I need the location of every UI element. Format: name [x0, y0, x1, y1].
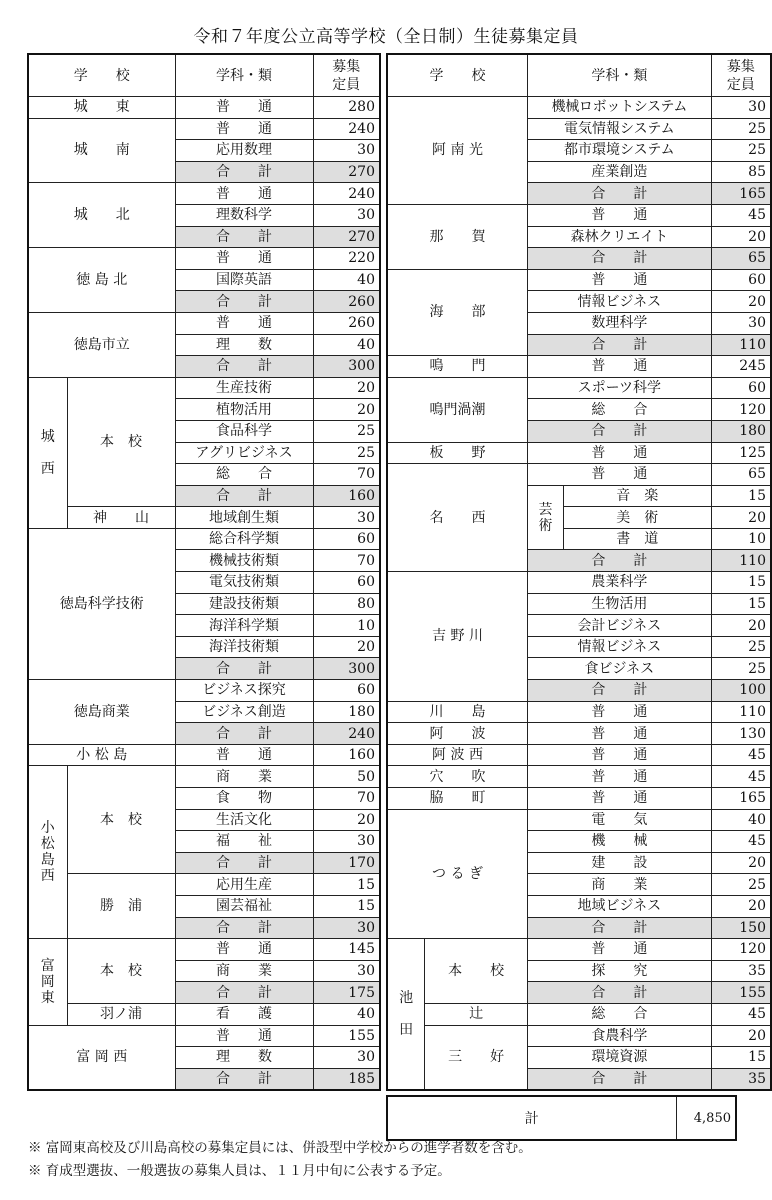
- school-name: 名 西: [387, 464, 528, 572]
- capacity-cell: 45: [711, 1003, 771, 1025]
- dept-cell: 食 物: [175, 788, 313, 810]
- capacity-cell: 280: [313, 97, 380, 119]
- dept-cell: 総 合: [175, 464, 313, 486]
- table-row: [28, 1025, 380, 1047]
- capacity-cell: 125: [711, 442, 771, 464]
- dept-cell: 電 気: [528, 809, 712, 831]
- school-group-name: 小 松 島 西: [28, 766, 67, 939]
- dept-cell: 書 道: [563, 528, 711, 550]
- header-capacity: 募集 定員: [313, 54, 380, 97]
- dept-cell: 普 通: [175, 312, 313, 334]
- subtotal-value: 65: [711, 248, 771, 270]
- capacity-cell: 65: [711, 464, 771, 486]
- dept-cell: 普 通: [528, 723, 712, 745]
- campus-name: 本 校: [425, 939, 528, 1004]
- table-row: [28, 744, 380, 766]
- dept-cell: 普 通: [175, 1025, 313, 1047]
- table-row: [28, 507, 380, 529]
- school-name: 阿 南 光: [387, 97, 528, 205]
- dept-cell: 国際英語: [175, 269, 313, 291]
- capacity-cell: 60: [711, 377, 771, 399]
- capacity-cell: 25: [711, 636, 771, 658]
- dept-cell: 総合科学類: [175, 528, 313, 550]
- capacity-cell: 20: [313, 636, 380, 658]
- capacity-cell: 60: [711, 269, 771, 291]
- subtotal-value: 155: [711, 982, 771, 1004]
- capacity-cell: 110: [711, 701, 771, 723]
- capacity-cell: 45: [711, 744, 771, 766]
- capacity-cell: 25: [711, 658, 771, 680]
- capacity-cell: 15: [711, 593, 771, 615]
- left-capacity-table: [27, 53, 381, 1091]
- grand-total-label: 計: [387, 1096, 676, 1140]
- capacity-cell: 165: [711, 788, 771, 810]
- campus-name: 羽ノ浦: [67, 1003, 175, 1025]
- capacity-cell: 130: [711, 723, 771, 745]
- table-row: [387, 377, 771, 399]
- dept-cell: 応用数理: [175, 140, 313, 162]
- dept-cell: 普 通: [175, 97, 313, 119]
- school-name: 徳 島 北: [28, 248, 175, 313]
- capacity-cell: 260: [313, 312, 380, 334]
- table-row: [387, 939, 771, 961]
- capacity-cell: 20: [711, 507, 771, 529]
- school-name: 川 島: [387, 701, 528, 723]
- table-row: [28, 766, 380, 788]
- subtotal-label: 合 計: [175, 161, 313, 183]
- subtotal-value: 150: [711, 917, 771, 939]
- table-row: [387, 1025, 771, 1047]
- subtotal-value: 170: [313, 852, 380, 874]
- dept-cell: 理 数: [175, 334, 313, 356]
- school-name: 富 岡 西: [28, 1025, 175, 1090]
- capacity-cell: 60: [313, 680, 380, 702]
- dept-cell: 普 通: [528, 701, 712, 723]
- page-title: 令和７年度公立高等学校（全日制）生徒募集定員: [193, 27, 579, 47]
- school-name: 徳島科学技術: [28, 528, 175, 679]
- dept-cell: 機械ロボットシステム: [528, 97, 712, 119]
- dept-cell: アグリビジネス: [175, 442, 313, 464]
- dept-cell: 食農科学: [528, 1025, 712, 1047]
- dept-cell: 普 通: [528, 744, 712, 766]
- subtotal-label: 合 計: [175, 226, 313, 248]
- school-name: 板 野: [387, 442, 528, 464]
- subtotal-label: 合 計: [175, 291, 313, 313]
- dept-cell: 機 械: [528, 831, 712, 853]
- campus-name: 本 校: [67, 377, 175, 507]
- dept-cell: 普 通: [528, 788, 712, 810]
- dept-cell: 植物活用: [175, 399, 313, 421]
- dept-cell: 総 合: [528, 399, 712, 421]
- dept-cell: 普 通: [528, 356, 712, 378]
- footnote: ※ 育成型選抜、一般選抜の募集人員は、１１月中旬に公表する予定。: [28, 1163, 451, 1179]
- dept-cell: 普 通: [175, 248, 313, 270]
- table-row: [28, 528, 380, 550]
- table-row: [387, 788, 771, 810]
- dept-cell: ビジネス探究: [175, 680, 313, 702]
- capacity-cell: 240: [313, 118, 380, 140]
- capacity-cell: 25: [313, 442, 380, 464]
- header-school: 学 校: [28, 54, 175, 97]
- capacity-cell: 245: [711, 356, 771, 378]
- header-dept: 学科・類: [528, 54, 712, 97]
- table-row: [387, 356, 771, 378]
- grand-total-table: [386, 1095, 737, 1141]
- subtotal-value: 100: [711, 680, 771, 702]
- subtotal-value: 270: [313, 161, 380, 183]
- capacity-cell: 25: [711, 118, 771, 140]
- dept-cell: 応用生産: [175, 874, 313, 896]
- dept-cell: 商 業: [175, 960, 313, 982]
- dept-cell: 生産技術: [175, 377, 313, 399]
- capacity-cell: 145: [313, 939, 380, 961]
- capacity-cell: 40: [313, 1003, 380, 1025]
- capacity-cell: 70: [313, 464, 380, 486]
- dept-cell: 数理科学: [528, 312, 712, 334]
- capacity-cell: 15: [711, 572, 771, 594]
- dept-cell: 看 護: [175, 1003, 313, 1025]
- capacity-cell: 20: [711, 615, 771, 637]
- subtotal-label: 合 計: [528, 680, 712, 702]
- capacity-cell: 30: [313, 960, 380, 982]
- subtotal-value: 240: [313, 723, 380, 745]
- capacity-cell: 30: [313, 204, 380, 226]
- school-name: 鳴 門: [387, 356, 528, 378]
- capacity-cell: 45: [711, 766, 771, 788]
- capacity-cell: 160: [313, 744, 380, 766]
- school-name: 徳島市立: [28, 312, 175, 377]
- table-row: [387, 701, 771, 723]
- dept-cell: 都市環境システム: [528, 140, 712, 162]
- school-name: 阿 波 西: [387, 744, 528, 766]
- dept-cell: 情報ビジネス: [528, 636, 712, 658]
- table-row: [387, 572, 771, 594]
- capacity-cell: 20: [313, 809, 380, 831]
- table-row: [387, 723, 771, 745]
- school-name: 脇 町: [387, 788, 528, 810]
- school-group-name: 富 岡 東: [28, 939, 67, 1025]
- dept-cell: 環境資源: [528, 1047, 712, 1069]
- capacity-cell: 10: [711, 528, 771, 550]
- campus-name: 勝 浦: [67, 874, 175, 939]
- subtotal-value: 180: [711, 420, 771, 442]
- header-school: 学 校: [387, 54, 528, 97]
- table-row: [28, 939, 380, 961]
- grand-total-value: 4,850: [676, 1096, 736, 1140]
- subtotal-value: 300: [313, 658, 380, 680]
- table-row: [387, 269, 771, 291]
- campus-name: 本 校: [67, 766, 175, 874]
- capacity-cell: 220: [313, 248, 380, 270]
- school-name: 阿 波: [387, 723, 528, 745]
- header-capacity: 募集 定員: [711, 54, 771, 97]
- subtotal-label: 合 計: [175, 852, 313, 874]
- school-name: 吉 野 川: [387, 572, 528, 702]
- capacity-cell: 20: [711, 1025, 771, 1047]
- dept-cell: 地域ビジネス: [528, 895, 712, 917]
- subtotal-value: 270: [313, 226, 380, 248]
- table-row: [387, 744, 771, 766]
- capacity-cell: 30: [313, 140, 380, 162]
- dept-cell: 食品科学: [175, 420, 313, 442]
- dept-cell: 普 通: [175, 744, 313, 766]
- dept-cell: 産業創造: [528, 161, 712, 183]
- table-row: [387, 97, 771, 119]
- footnotes: [28, 1137, 532, 1183]
- dept-cell: 会計ビジネス: [528, 615, 712, 637]
- school-name: 城 北: [28, 183, 175, 248]
- campus-name: 神 山: [67, 507, 175, 529]
- capacity-cell: 60: [313, 572, 380, 594]
- subtotal-value: 300: [313, 356, 380, 378]
- subtotal-label: 合 計: [528, 917, 712, 939]
- table-row: [387, 464, 771, 486]
- capacity-cell: 60: [313, 528, 380, 550]
- table-row: [28, 183, 380, 205]
- subtotal-value: 260: [313, 291, 380, 313]
- table-row: [387, 1003, 771, 1025]
- table-row: [387, 809, 771, 831]
- capacity-cell: 50: [313, 766, 380, 788]
- subtotal-label: 合 計: [175, 1068, 313, 1090]
- table-row: [28, 118, 380, 140]
- subtotal-value: 110: [711, 550, 771, 572]
- dept-cell: 総 合: [528, 1003, 712, 1025]
- capacity-cell: 25: [711, 874, 771, 896]
- dept-cell: 電気技術類: [175, 572, 313, 594]
- dept-cell: 生活文化: [175, 809, 313, 831]
- table-row: [28, 680, 380, 702]
- right-capacity-table: [386, 53, 772, 1091]
- dept-cell: 農業科学: [528, 572, 712, 594]
- table-row: [387, 442, 771, 464]
- school-name: 海 部: [387, 269, 528, 355]
- school-name: 穴 吹: [387, 766, 528, 788]
- subtotal-label: 合 計: [175, 356, 313, 378]
- dept-cell: 普 通: [528, 204, 712, 226]
- campus-name: 辻: [425, 1003, 528, 1025]
- dept-cell: 商 業: [528, 874, 712, 896]
- subtotal-value: 185: [313, 1068, 380, 1090]
- art-group-label: 芸 術: [528, 485, 564, 550]
- footnote: ※ 富岡東高校及び川島高校の募集定員には、併設型中学校からの進学者数を含む。: [28, 1140, 532, 1156]
- school-name: 鳴門渦潮: [387, 377, 528, 442]
- capacity-cell: 35: [711, 960, 771, 982]
- dept-cell: 探 究: [528, 960, 712, 982]
- header-dept: 学科・類: [175, 54, 313, 97]
- subtotal-label: 合 計: [175, 982, 313, 1004]
- capacity-cell: 45: [711, 831, 771, 853]
- capacity-cell: 40: [313, 334, 380, 356]
- capacity-cell: 30: [313, 831, 380, 853]
- table-row: [28, 377, 380, 399]
- campus-name: 本 校: [67, 939, 175, 1004]
- dept-cell: 情報ビジネス: [528, 291, 712, 313]
- subtotal-label: 合 計: [175, 917, 313, 939]
- capacity-cell: 80: [313, 593, 380, 615]
- capacity-cell: 20: [313, 399, 380, 421]
- table-row: [387, 766, 771, 788]
- dept-cell: 普 通: [528, 766, 712, 788]
- campus-name: 三 好: [425, 1025, 528, 1090]
- dept-cell: 園芸福祉: [175, 895, 313, 917]
- dept-cell: 食ビジネス: [528, 658, 712, 680]
- capacity-cell: 15: [711, 485, 771, 507]
- dept-cell: 普 通: [528, 442, 712, 464]
- subtotal-value: 175: [313, 982, 380, 1004]
- school-name: つ る ぎ: [387, 809, 528, 939]
- school-name: 城 南: [28, 118, 175, 183]
- capacity-cell: 40: [711, 809, 771, 831]
- subtotal-label: 合 計: [175, 485, 313, 507]
- capacity-cell: 20: [711, 895, 771, 917]
- capacity-cell: 240: [313, 183, 380, 205]
- capacity-cell: 155: [313, 1025, 380, 1047]
- capacity-cell: 15: [313, 895, 380, 917]
- subtotal-label: 合 計: [528, 550, 712, 572]
- capacity-cell: 70: [313, 550, 380, 572]
- school-name: 城 東: [28, 97, 175, 119]
- table-row: [28, 1003, 380, 1025]
- capacity-cell: 25: [313, 420, 380, 442]
- capacity-cell: 180: [313, 701, 380, 723]
- subtotal-label: 合 計: [528, 1068, 712, 1090]
- subtotal-value: 165: [711, 183, 771, 205]
- dept-cell: 美 術: [563, 507, 711, 529]
- dept-cell: 海洋科学類: [175, 615, 313, 637]
- dept-cell: ビジネス創造: [175, 701, 313, 723]
- capacity-cell: 15: [313, 874, 380, 896]
- dept-cell: 普 通: [175, 118, 313, 140]
- capacity-cell: 20: [711, 852, 771, 874]
- capacity-cell: 30: [711, 312, 771, 334]
- table-row: [28, 248, 380, 270]
- subtotal-label: 合 計: [528, 183, 712, 205]
- capacity-cell: 40: [313, 269, 380, 291]
- capacity-cell: 45: [711, 204, 771, 226]
- dept-cell: スポーツ科学: [528, 377, 712, 399]
- dept-cell: 音 楽: [563, 485, 711, 507]
- capacity-cell: 120: [711, 939, 771, 961]
- subtotal-label: 合 計: [175, 723, 313, 745]
- capacity-cell: 10: [313, 615, 380, 637]
- dept-cell: 生物活用: [528, 593, 712, 615]
- school-name: 徳島商業: [28, 680, 175, 745]
- capacity-cell: 20: [711, 291, 771, 313]
- capacity-cell: 20: [711, 226, 771, 248]
- school-group-name: 城 西: [28, 377, 67, 528]
- capacity-cell: 70: [313, 788, 380, 810]
- dept-cell: 海洋技術類: [175, 636, 313, 658]
- capacity-cell: 30: [313, 1047, 380, 1069]
- dept-cell: 普 通: [175, 939, 313, 961]
- capacity-cell: 20: [313, 377, 380, 399]
- subtotal-value: 110: [711, 334, 771, 356]
- dept-cell: 普 通: [528, 939, 712, 961]
- table-row: [28, 312, 380, 334]
- dept-cell: 普 通: [175, 183, 313, 205]
- capacity-cell: 15: [711, 1047, 771, 1069]
- dept-cell: 普 通: [528, 269, 712, 291]
- subtotal-value: 30: [313, 917, 380, 939]
- school-name: 小 松 島: [28, 744, 175, 766]
- capacity-cell: 30: [711, 97, 771, 119]
- table-row: [28, 874, 380, 896]
- dept-cell: 理数科学: [175, 204, 313, 226]
- capacity-cell: 120: [711, 399, 771, 421]
- capacity-cell: 85: [711, 161, 771, 183]
- dept-cell: 森林クリエイト: [528, 226, 712, 248]
- capacity-cell: 30: [313, 507, 380, 529]
- dept-cell: 地域創生類: [175, 507, 313, 529]
- subtotal-value: 160: [313, 485, 380, 507]
- dept-cell: 福 祉: [175, 831, 313, 853]
- school-group-name: 池 田: [387, 939, 425, 1091]
- subtotal-label: 合 計: [528, 334, 712, 356]
- subtotal-label: 合 計: [528, 982, 712, 1004]
- subtotal-label: 合 計: [175, 658, 313, 680]
- subtotal-label: 合 計: [528, 420, 712, 442]
- dept-cell: 建設技術類: [175, 593, 313, 615]
- dept-cell: 電気情報システム: [528, 118, 712, 140]
- subtotal-value: 35: [711, 1068, 771, 1090]
- table-row: [387, 204, 771, 226]
- dept-cell: 理 数: [175, 1047, 313, 1069]
- dept-cell: 建 設: [528, 852, 712, 874]
- school-name: 那 賀: [387, 204, 528, 269]
- dept-cell: 機械技術類: [175, 550, 313, 572]
- dept-cell: 商 業: [175, 766, 313, 788]
- capacity-cell: 25: [711, 140, 771, 162]
- subtotal-label: 合 計: [528, 248, 712, 270]
- dept-cell: 普 通: [528, 464, 712, 486]
- table-row: [28, 97, 380, 119]
